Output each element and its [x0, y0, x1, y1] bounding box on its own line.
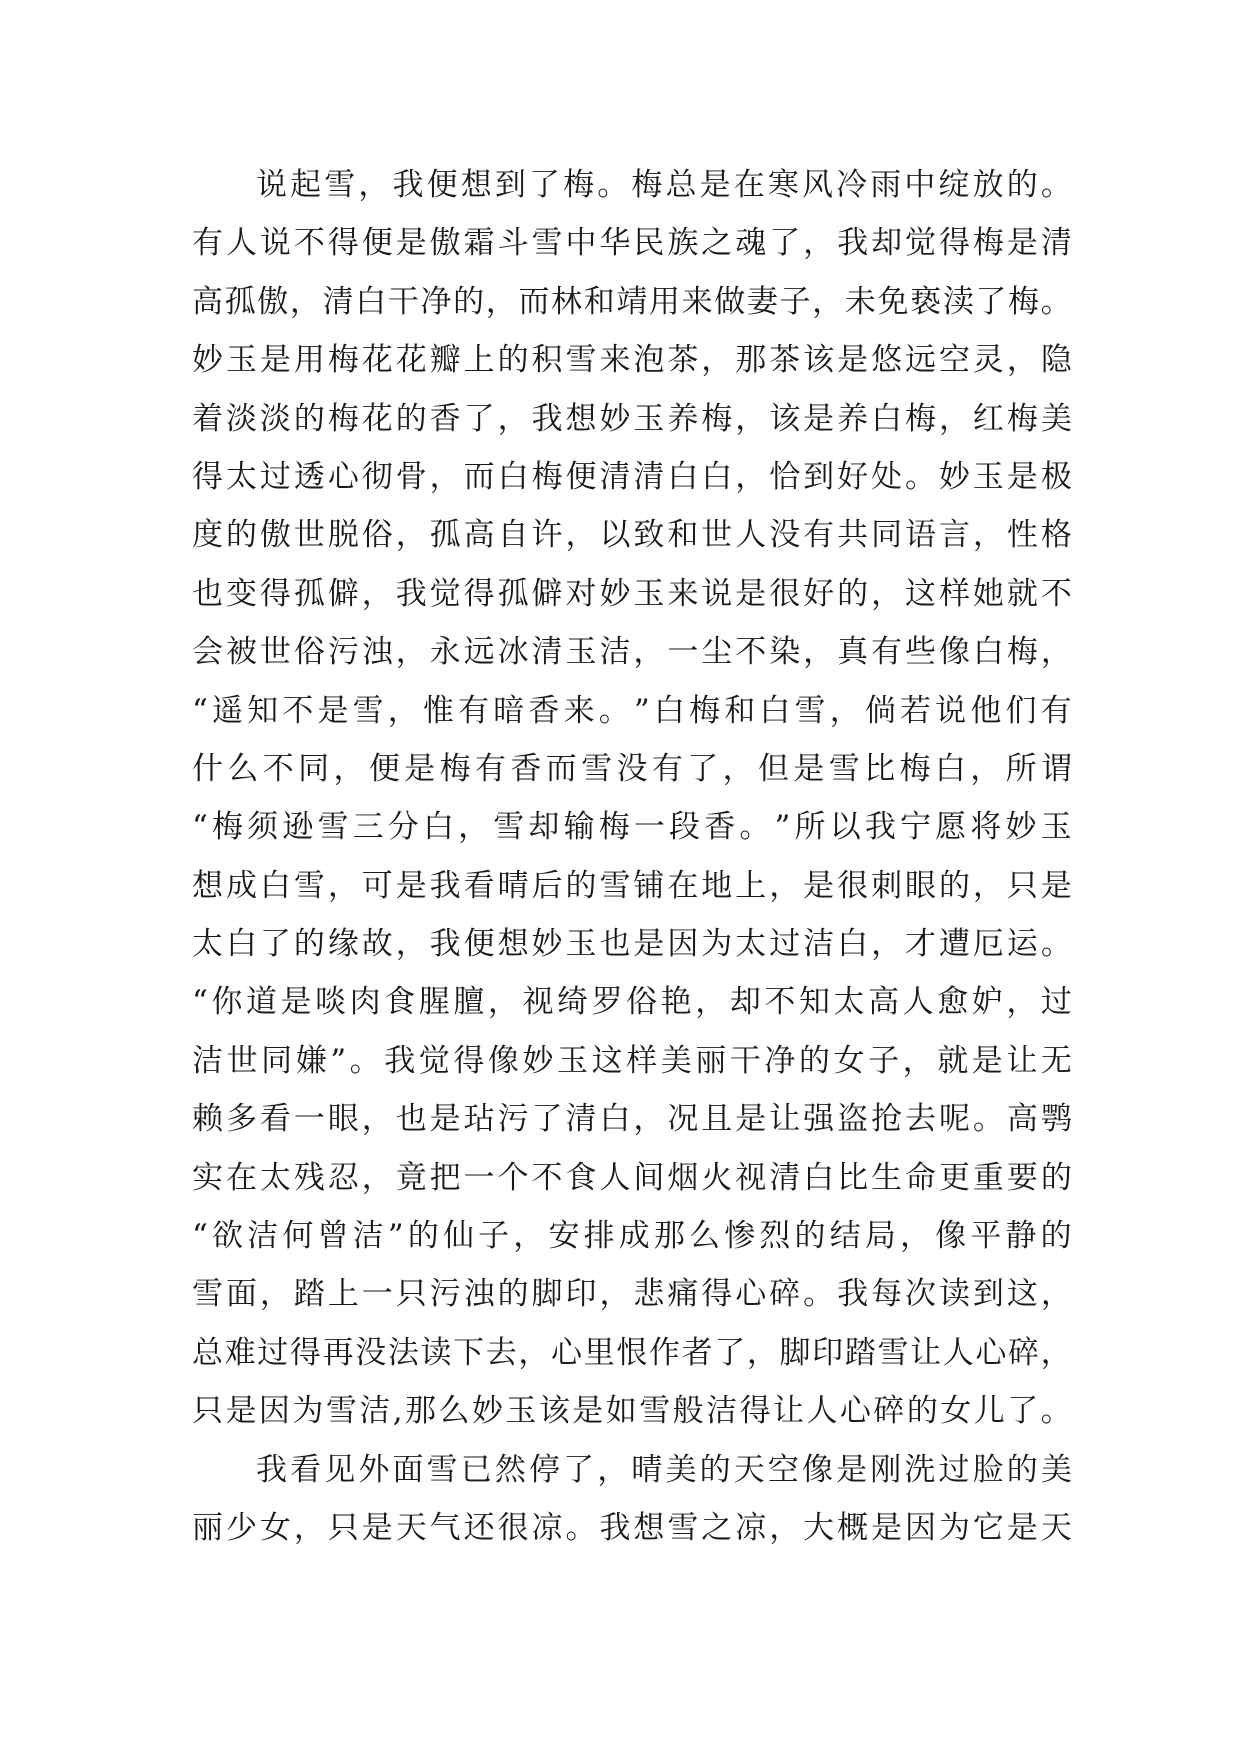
- text-line: 洁 世 同 嫌 ” 。 我 觉 得 像 妙 玉 这 样 美 丽 干 净 的 女 子 ， 就 是 让 无: [192, 1042, 1072, 1079]
- text-line: 什 么 不 同 ， 便 是 梅 有 香 而 雪 没 有 了 ， 但 是 雪 比 梅 白 ， 所 谓: [192, 750, 1072, 787]
- text-line: 太 白 了 的 缘 故 ， 我 便 想 妙 玉 也 是 因 为 太 过 洁 白 ， 才 遭 厄 运 。: [192, 926, 1072, 963]
- text-line: 会 被 世 俗 污 浊 ， 永 远 冰 清 玉 洁 ， 一 尘 不 染 ， 真 有 些 像 白 梅 ，: [192, 634, 1072, 671]
- text-line: “ 遥 知 不 是 雪 ， 惟 有 暗 香 来 。 ” 白 梅 和 白 雪 ， 倘 若 说 他 们 有: [192, 692, 1072, 729]
- text-line: 得 太 过 透 心 彻 骨 ， 而 白 梅 便 清 清 白 白 ， 恰 到 好 处 。 妙 玉 是 极: [192, 458, 1072, 495]
- text-line: 总 难 过 得 再 没 法 读 下 去 ， 心 里 恨 作 者 了 ， 脚 印 踏 雪 让 人 心 碎 ，: [192, 1334, 1072, 1371]
- text-line: “ 你 道 是 啖 肉 食 腥 膻 ， 视 绮 罗 俗 艳 ， 却 不 知 太 高 人 愈 妒 ， 过: [192, 984, 1072, 1021]
- text-line: 说 起 雪 ， 我 便 想 到 了 梅 。 梅 总 是 在 寒 风 冷 雨 中 绽 放 的 。: [256, 167, 1072, 203]
- body-text: [192, 156, 1072, 1557]
- text-line: 雪 面 ， 踏 上 一 只 污 浊 的 脚 印 ， 悲 痛 得 心 碎 。 我 每 次 读 到 这 ，: [192, 1276, 1072, 1313]
- text-line: 丽 少 女 ， 只 是 天 气 还 很 凉 。 我 想 雪 之 凉 ， 大 概 是 因 为 它 是 天: [192, 1509, 1072, 1546]
- text-line: “ 欲 洁 何 曾 洁 ” 的 仙 子 ， 安 排 成 那 么 惨 烈 的 结 局 ， 像 平 静 的: [192, 1218, 1072, 1255]
- text-line: 度 的 傲 世 脱 俗 ， 孤 高 自 许 ， 以 致 和 世 人 没 有 共 同 语 言 ， 性 格: [192, 517, 1072, 554]
- text-line: 有 人 说 不 得 便 是 傲 霜 斗 雪 中 华 民 族 之 魂 了 ， 我 却 觉 得 梅 是 清: [192, 225, 1072, 262]
- text-line: 想 成 白 雪 ， 可 是 我 看 晴 后 的 雪 铺 在 地 上 ， 是 很 刺 眼 的 ， 只 是: [192, 867, 1072, 904]
- text-line: 我 看 见 外 面 雪 已 然 停 了 ， 晴 美 的 天 空 像 是 刚 洗 过 脸 的 美: [256, 1451, 1072, 1488]
- text-line: 赖 多 看 一 眼 ， 也 是 玷 污 了 清 白 ， 况 且 是 让 强 盗 抢 去 呢 。 高 鹗: [192, 1101, 1072, 1138]
- text-line: 也 变 得 孤 僻 ， 我 觉 得 孤 僻 对 妙 玉 来 说 是 很 好 的 ， 这 样 她 就 不: [192, 575, 1072, 612]
- text-line: 着 淡 淡 的 梅 花 的 香 了 ， 我 想 妙 玉 养 梅 ， 该 是 养 白 梅 ， 红 梅 美: [192, 400, 1072, 437]
- text-line: 只 是 因 为 雪 洁 , 那 么 妙 玉 该 是 如 雪 般 洁 得 让 人 心 碎 的 女 儿 了 。: [192, 1393, 1072, 1430]
- text-line: 实 在 太 残 忍 ， 竟 把 一 个 不 食 人 间 烟 火 视 清 白 比 生 命 更 重 要 的: [192, 1159, 1072, 1196]
- text-line: “ 梅 须 逊 雪 三 分 白 ， 雪 却 输 梅 一 段 香 。 ” 所 以 我 宁 愿 将 妙 玉: [192, 809, 1072, 846]
- text-line: 妙 玉 是 用 梅 花 花 瓣 上 的 积 雪 来 泡 茶 ， 那 茶 该 是 悠 远 空 灵 ， 隐: [192, 342, 1072, 379]
- text-line: 高 孤 傲 ， 清 白 干 净 的 ， 而 林 和 靖 用 来 做 妻 子 ， 未 免 亵 渎 了 梅 。: [192, 283, 1072, 320]
